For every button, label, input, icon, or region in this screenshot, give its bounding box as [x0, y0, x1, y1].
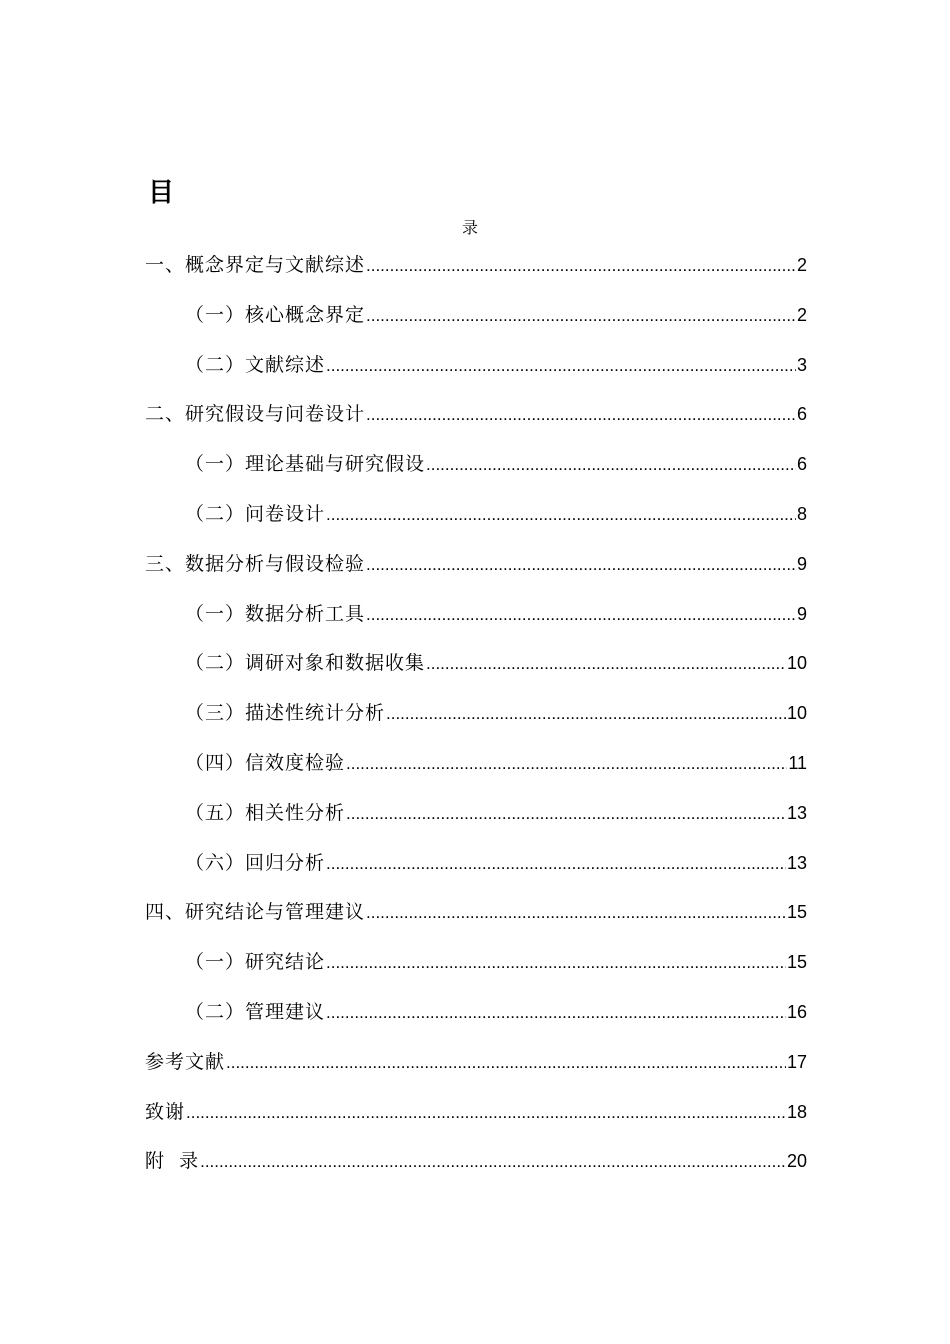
toc-dot-leader	[346, 749, 787, 779]
toc-page-number: 8	[796, 504, 807, 524]
toc-entry-label: 致谢	[145, 1100, 186, 1123]
toc-entry[interactable]	[185, 449, 807, 479]
toc-entry[interactable]	[185, 947, 807, 977]
toc-dot-leader	[366, 301, 796, 331]
toc-entry[interactable]	[185, 848, 807, 878]
toc-entry-label: （二）文献综述	[185, 353, 326, 376]
toc-page-number: 9	[796, 553, 807, 574]
toc-dot-leader	[366, 251, 796, 281]
toc-title-first-char: 目	[148, 178, 175, 208]
toc-page-number: 13	[786, 852, 807, 873]
toc-entry-label: 附 录	[145, 1150, 200, 1173]
toc-entry-label: （二）问卷设计	[185, 503, 326, 525]
toc-entry-label: （二）管理建议	[185, 1001, 326, 1023]
toc-page-number: 15	[786, 952, 807, 973]
toc-dot-leader	[386, 699, 786, 729]
toc-entry[interactable]	[145, 399, 807, 429]
toc-entry-label: 三、数据分析与假设检验	[145, 552, 366, 575]
toc-page-number: 17	[786, 1051, 807, 1072]
toc-page-number: 18	[786, 1101, 807, 1122]
toc-entry-label: （五）相关性分析	[185, 801, 346, 824]
toc-dot-leader	[366, 600, 796, 630]
toc-entry[interactable]	[185, 300, 807, 330]
toc-entry[interactable]	[185, 599, 807, 629]
toc-dot-leader	[326, 351, 796, 381]
toc-entry[interactable]	[185, 499, 807, 529]
toc-dot-leader	[326, 948, 786, 978]
toc-dot-leader	[326, 500, 796, 530]
toc-entry[interactable]	[185, 350, 807, 380]
toc-entry[interactable]	[185, 748, 807, 778]
toc-entry-label: 参考文献	[145, 1050, 226, 1073]
toc-dot-leader	[326, 998, 786, 1028]
toc-page-number: 9	[796, 603, 807, 624]
toc-entry-label: 一、概念界定与文献综述	[145, 254, 366, 276]
toc-dot-leader	[366, 400, 796, 430]
toc-entry-label: （六）回归分析	[185, 851, 326, 874]
toc-page-number: 6	[796, 454, 807, 475]
toc-entry[interactable]	[185, 997, 807, 1027]
toc-page-number: 6	[796, 404, 807, 425]
toc-entry[interactable]	[185, 648, 807, 678]
toc-entry-label: （二）调研对象和数据收集	[185, 652, 426, 675]
toc-entry[interactable]	[145, 1146, 807, 1176]
toc-entry-label: （一）核心概念界定	[185, 303, 366, 326]
toc-page-number: 15	[786, 902, 807, 923]
toc-dot-leader	[326, 849, 786, 879]
toc-dot-leader	[366, 550, 796, 580]
toc-page-number: 3	[796, 354, 807, 375]
toc-entry-label: （一）研究结论	[185, 951, 326, 974]
toc-page-number: 10	[786, 703, 807, 724]
toc-page-number: 13	[786, 802, 807, 823]
toc-dot-leader	[366, 898, 786, 928]
toc-entry[interactable]	[145, 250, 807, 280]
toc-entry[interactable]	[185, 698, 807, 728]
toc-page-number: 10	[786, 653, 807, 674]
toc-entry[interactable]	[185, 798, 807, 828]
toc-dot-leader	[426, 450, 796, 480]
toc-entry-label: （一）理论基础与研究假设	[185, 453, 426, 476]
toc-page-number: 2	[796, 304, 807, 325]
toc-title-second-char: 录	[462, 218, 479, 237]
toc-dot-leader	[200, 1147, 786, 1177]
toc-entry-label: 四、研究结论与管理建议	[145, 901, 366, 924]
toc-dot-leader	[426, 649, 786, 679]
toc-entry[interactable]	[145, 1047, 807, 1077]
toc-page-number: 11	[788, 753, 807, 773]
toc-entry-label: （三）描述性统计分析	[185, 702, 386, 725]
toc-page-number: 20	[786, 1151, 807, 1172]
toc-entry[interactable]	[145, 897, 807, 927]
toc-dot-leader	[186, 1098, 786, 1128]
toc-dot-leader	[346, 799, 786, 829]
toc-entry[interactable]	[145, 1097, 807, 1127]
toc-entry-label: （一）数据分析工具	[185, 602, 366, 625]
toc-entry-label: 二、研究假设与问卷设计	[145, 403, 366, 426]
toc-entry-label: （四）信效度检验	[185, 752, 346, 774]
toc-entry[interactable]	[145, 549, 807, 579]
toc-dot-leader	[226, 1048, 786, 1078]
toc-page-number: 2	[796, 255, 807, 275]
toc-page-number: 16	[786, 1002, 807, 1022]
